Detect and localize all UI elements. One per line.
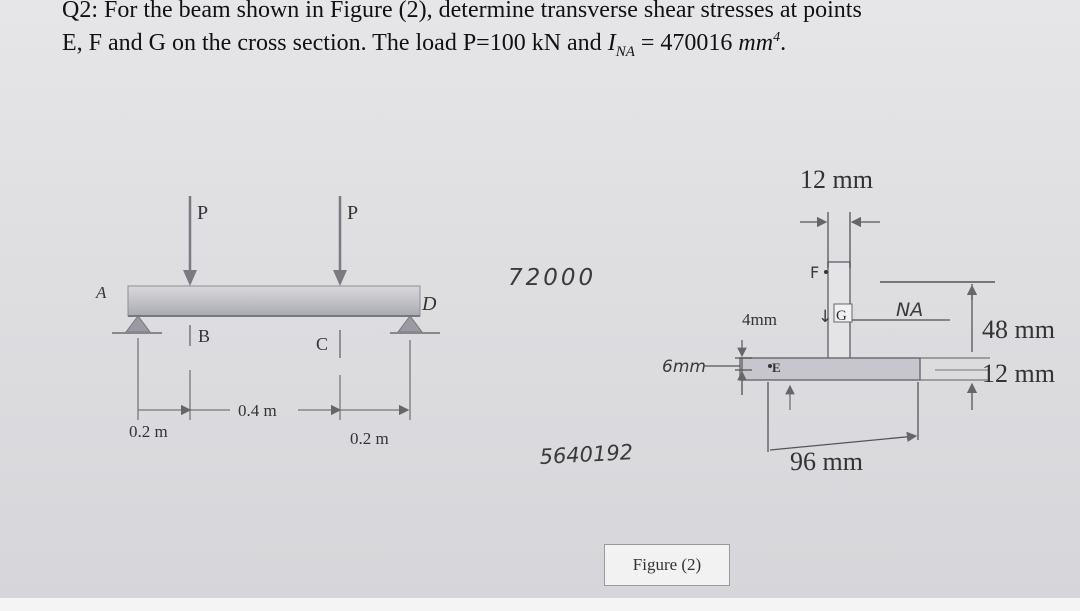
point-label-e: E — [772, 360, 781, 375]
dim-web-width: 12 mm — [800, 165, 873, 194]
figure-caption: Figure (2) — [604, 544, 730, 586]
dim-total-height: 48 mm — [982, 315, 1055, 344]
load-arrow-left — [183, 196, 197, 286]
dim-flange-thickness: 12 mm — [982, 359, 1055, 388]
point-label-c: C — [316, 334, 329, 354]
support-right — [390, 316, 440, 333]
support-left — [112, 316, 162, 333]
support-label-a: A — [96, 283, 107, 302]
dim-label-right: 0.2 m — [350, 429, 389, 448]
load-arrow-right — [333, 196, 347, 286]
question-line-2-prefix: E, F and G on the cross section. The load P=100 kN and — [62, 30, 608, 56]
handwritten-6mm: 6mm — [662, 357, 706, 377]
arrow-4mm: ↓ — [818, 307, 833, 327]
dim-label-mid: 0.4 m — [238, 401, 277, 420]
page-bottom-edge — [0, 598, 1080, 611]
point-label-b: B — [198, 326, 211, 346]
section-flange — [740, 358, 920, 380]
question-line-1: Q2: For the beam shown in Figure (2), determine transverse shear stresses at points — [62, 0, 862, 23]
label-na: NA — [896, 299, 924, 321]
load-label-right: P — [347, 202, 359, 224]
handwritten-bottom: 5640192 — [539, 440, 634, 469]
point-label-g: G — [836, 308, 847, 324]
dim-flange-width: 96 mm — [790, 447, 863, 476]
label-4mm: 4mm — [742, 310, 777, 329]
ina-symbol: $I_{NA}$ — [607, 30, 635, 60]
point-label-f: F — [810, 263, 820, 282]
question-line-2: E, F and G on the cross section. The load P=100 kN and $I_{NA} = 470016$ $mm^4$. — [62, 30, 787, 60]
beam-diagram — [95, 196, 440, 448]
ina-value: = 470016 — [634, 30, 739, 56]
load-label-left: P — [197, 202, 209, 224]
beam-body — [128, 286, 420, 316]
cross-section-diagram — [735, 165, 1055, 476]
support-label-d: D — [422, 293, 437, 315]
ina-unit: $mm^4$ — [738, 30, 781, 56]
dim-label-left: 0.2 m — [129, 422, 168, 441]
handwritten-top: 72000 — [508, 265, 597, 291]
